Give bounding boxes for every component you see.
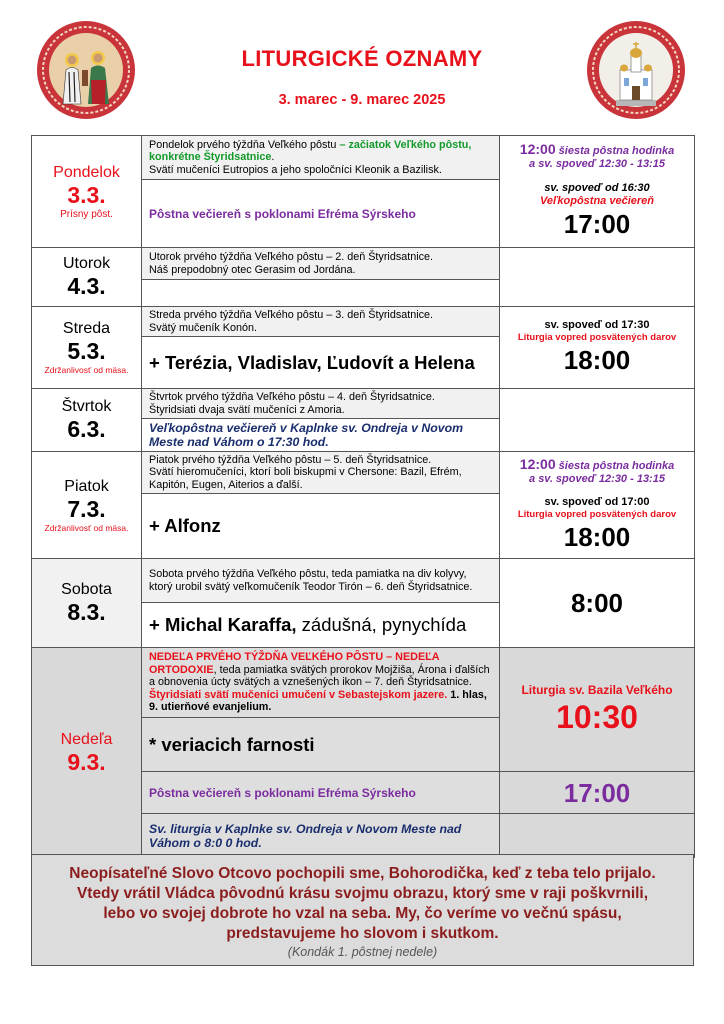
day-wednesday xyxy=(32,307,142,389)
vespers-time-cell xyxy=(500,772,695,814)
day-thursday xyxy=(32,389,142,452)
desc-saints: Svätí mučeníci Eutropios a jeho spoločníci Kleonik a Bazilisk. xyxy=(149,163,442,176)
hour-time: 12:00 xyxy=(519,455,556,472)
confession-time: sv. spoveď od 16:30 xyxy=(544,182,650,194)
vespers-text: Pôstna večiereň s poklonami Efréma Sýrskeho xyxy=(149,206,416,221)
day-name: Utorok xyxy=(62,255,111,272)
day-times xyxy=(500,248,695,307)
desc-text: Utorok prvého týždňa Veľkého pôstu – 2. deň Štyridsatnice. xyxy=(149,251,434,263)
day-name: Sobota xyxy=(61,581,112,598)
vespers-cell xyxy=(142,772,500,814)
empty-cell xyxy=(142,280,500,307)
day-name: Pondelok xyxy=(53,164,120,181)
day-description xyxy=(142,248,500,280)
empty-cell xyxy=(500,814,695,858)
date-range: 3. marec - 9. marec 2025 xyxy=(278,92,446,108)
desc-saints: Štyridsiati dvaja svätí mučeníci z Amoria. xyxy=(149,403,345,416)
desc-tone: 1. hlas, 9. utierňové evanjelium. xyxy=(149,688,487,714)
day-times xyxy=(500,136,695,248)
desc-saints: Štyridsiati svätí mučeníci umučení v Sebastejskom jazere. xyxy=(149,688,448,701)
desc-text: Piatok prvého týždňa Veľkého pôstu – 5. deň Štyridsatnice. xyxy=(149,453,432,466)
kondak-line: Neopísateľné Slovo Otcovo pochopili sme, Bohorodička, keď z teba telo prijalo. xyxy=(69,865,656,882)
day-times xyxy=(500,389,695,452)
desc-saints: Svätí hieromučeníci, ktorí boli biskupmi v Chersone: Bazil, Efrém, Kapitón, Eugen, Aiterios a ďalší. xyxy=(149,466,462,491)
day-date: 5.3. xyxy=(67,338,106,364)
intention-cell xyxy=(142,718,500,772)
vespers-text: Pôstna večiereň s poklonami Efréma Sýrskeho xyxy=(149,785,416,800)
confession-time: sv. spoveď od 17:00 xyxy=(544,495,650,508)
mass-intention: + Alfonz xyxy=(149,515,221,536)
day-saturday xyxy=(32,559,142,648)
day-description xyxy=(142,452,500,494)
day-friday xyxy=(32,452,142,559)
page-title: LITURGICKÉ OZNAMY xyxy=(241,46,483,71)
desc-highlight: – začiatok Veľkého pôstu, konkrétne Štyridsatnice xyxy=(149,138,472,164)
day-note: Zdržanlivosť od mäsa. xyxy=(44,522,129,533)
chapel-vespers: Veľkopôstna večiereň v Kaplnke sv. Ondreja v Novom Meste nad Váhom o 17:30 hod. xyxy=(149,421,464,449)
day-date: 9.3. xyxy=(67,748,106,775)
service-name: Veľkopôstna večiereň xyxy=(540,195,654,207)
desc-text: Sobota prvého týždňa Veľkého pôstu, teda pamiatka na div kolyvy, ktorý urobil svätý veľkomučeník Teodor Tirón – 6. deň Štyridsatnice. xyxy=(149,568,473,593)
day-description xyxy=(142,389,500,419)
intention-cell xyxy=(142,337,500,389)
day-monday xyxy=(32,136,142,248)
day-date: 3.3. xyxy=(67,182,106,208)
service-name: Liturgia sv. Bazila Veľkého xyxy=(521,683,673,697)
day-note: Prísny pôst. xyxy=(60,209,113,220)
hour-service xyxy=(502,455,692,473)
service-name: Liturgia vopred posvätených darov xyxy=(517,508,677,520)
mass-intention: + Terézia, Vladislav, Ľudovít a Helena xyxy=(149,351,475,373)
day-description xyxy=(142,648,500,718)
service-time: 18:00 xyxy=(563,521,631,552)
hour-confession: a sv. spoveď 12:30 - 13:15 xyxy=(529,158,665,170)
day-note: Zdržanlivosť od mäsa. xyxy=(44,365,129,375)
day-description xyxy=(142,307,500,337)
schedule-table xyxy=(31,135,695,858)
desc-saints: Náš prepodobný otec Gerasim od Jordána. xyxy=(149,263,356,276)
service-time: 18:00 xyxy=(563,345,631,375)
hour-confession: a sv. spoveď 12:30 - 13:15 xyxy=(529,472,665,485)
kondak-box xyxy=(31,854,694,966)
mass-intention xyxy=(149,614,492,636)
kondak-line: Vtedy vrátil Vládca pôvodnú krásu svojmu obrazu, ktorý sme v raji poškvrnili, xyxy=(76,885,649,902)
service-time: 10:30 xyxy=(556,699,638,735)
kondak-line: predstavujeme ho slovom i skutkom. xyxy=(226,925,499,942)
day-times xyxy=(500,559,695,648)
day-times xyxy=(500,648,695,772)
desc-text: Štvrtok prvého týždňa Veľkého pôstu – 4. deň Štyridsatnice. xyxy=(149,391,435,403)
day-times xyxy=(500,307,695,389)
hour-text: šiesta pôstna hodinka xyxy=(555,459,675,472)
desc-text: . xyxy=(271,151,275,164)
day-name: Nedeľa xyxy=(60,730,113,748)
chapel-cell xyxy=(142,419,500,452)
service-name: Liturgia vopred posvätených darov xyxy=(517,332,677,343)
hour-service xyxy=(502,143,692,158)
day-name: Piatok xyxy=(64,477,109,495)
confession-time: sv. spoveď od 17:30 xyxy=(544,319,650,331)
feast-title: NEDEĽA PRVÉHO TÝŽDŇA VEĽKÉHO PÔSTU – NEDEĽA ORTODOXIE xyxy=(149,651,440,676)
chapel-cell xyxy=(142,814,500,858)
service-time: 17:00 xyxy=(563,209,631,239)
day-date: 6.3. xyxy=(67,416,106,442)
kondak-line: lebo vo svojej dobrote ho vzal na seba. My, čo veríme vo večnú spásu, xyxy=(103,905,622,922)
day-date: 8.3. xyxy=(67,599,106,625)
day-name: Štvrtok xyxy=(61,398,112,415)
day-name: Streda xyxy=(62,320,111,337)
day-description xyxy=(142,559,500,603)
hour-text: šiesta pôstna hodinka xyxy=(555,145,675,157)
intention-name: + Michal Karaffa, xyxy=(149,614,297,635)
intention-cell xyxy=(142,603,500,648)
day-sunday xyxy=(32,648,142,858)
day-date: 4.3. xyxy=(67,273,106,299)
chapel-liturgy: Sv. liturgia v Kaplnke sv. Ondreja v Novom Meste nad Váhom o 8:0 0 hod. xyxy=(149,821,462,850)
day-times xyxy=(500,452,695,559)
kondak-reference: (Kondák 1. pôstnej nedele) xyxy=(287,945,438,959)
desc-saints: Svätý mučeník Konón. xyxy=(149,321,258,334)
hour-time: 12:00 xyxy=(519,141,556,157)
desc-text: Streda prvého týždňa Veľkého pôstu – 3. deň Štyridsatnice. xyxy=(149,309,434,321)
desc-text: Pondelok prvého týždňa Veľkého pôstu xyxy=(149,138,340,151)
vespers-cell xyxy=(142,180,500,248)
intention-type: zádušná, pynychída xyxy=(296,614,467,635)
day-description xyxy=(142,136,500,180)
day-tuesday xyxy=(32,248,142,307)
service-time: 8:00 xyxy=(570,588,624,618)
desc-text: , teda pamiatka svätých prorokov Mojžiša, Árona i ďalších a obnovenia úcty svätých a vznešených ikon – 7. deň Štyridsatnice. xyxy=(149,663,490,689)
day-date: 7.3. xyxy=(67,495,106,522)
mass-intention: * veriacich farnosti xyxy=(149,733,315,755)
vespers-time: 17:00 xyxy=(563,777,631,808)
intention-cell xyxy=(142,494,500,559)
